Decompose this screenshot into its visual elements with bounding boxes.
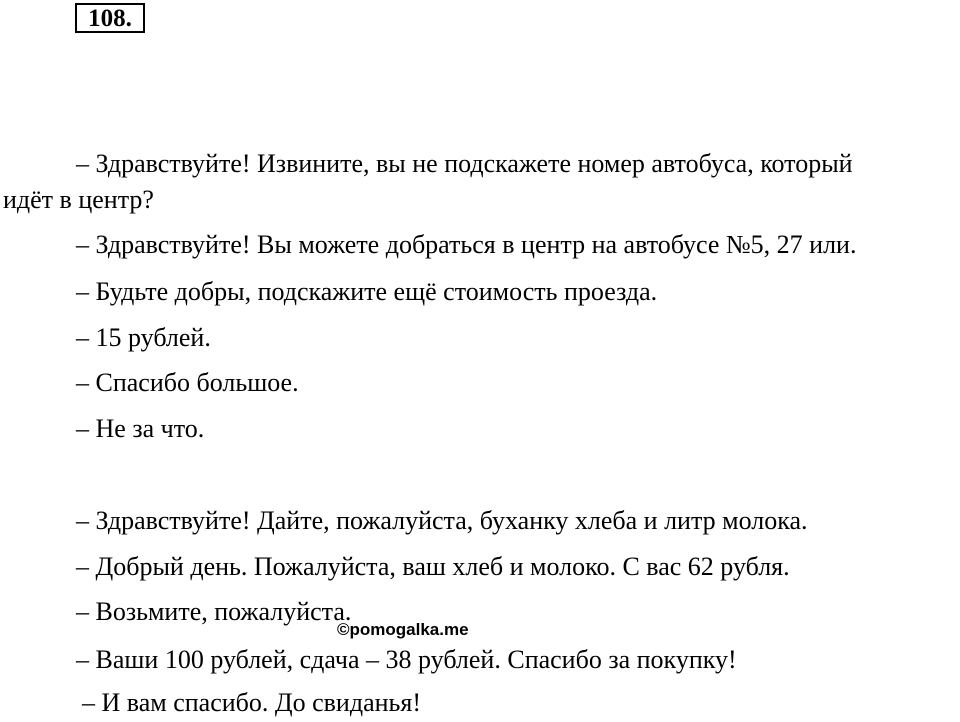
dialogue-1-line-1a: – Здравствуйте! Извините, вы не подскажете номер автобуса, который: [76, 149, 853, 178]
dialogue-2-line-2: – Добрый день. Пожалуйста, ваш хлеб и молоко. С вас 62 рубля.: [76, 552, 790, 581]
watermark: ©pomogalka.me: [337, 620, 469, 639]
dialogue-1-line-3: – Будьте добры, подскажите ещё стоимость проезда.: [76, 277, 658, 306]
dialogue-2-line-3: – Возьмите, пожалуйста.: [76, 597, 352, 626]
dialogue-2-line-4: – Ваши 100 рублей, сдача – 38 рублей. Спасибо за покупку!: [76, 645, 737, 674]
dialogue-1-line-6: – Не за что.: [76, 414, 205, 443]
dialogue-2-line-5: – И вам спасибо. До свиданья!: [82, 688, 422, 717]
dialogue-2-line-1: – Здравствуйте! Дайте, пожалуйста, буханку хлеба и литр молока.: [76, 506, 808, 535]
task-number: 108.: [75, 3, 145, 33]
dialogue-1-line-5: – Спасибо большое.: [76, 368, 299, 397]
dialogue-1-line-4: – 15 рублей.: [76, 323, 211, 352]
dialogue-1-line-1b: идёт в центр?: [3, 185, 154, 214]
dialogue-1-line-2: – Здравствуйте! Вы можете добраться в центр на автобусе №5, 27 или.: [76, 230, 857, 259]
